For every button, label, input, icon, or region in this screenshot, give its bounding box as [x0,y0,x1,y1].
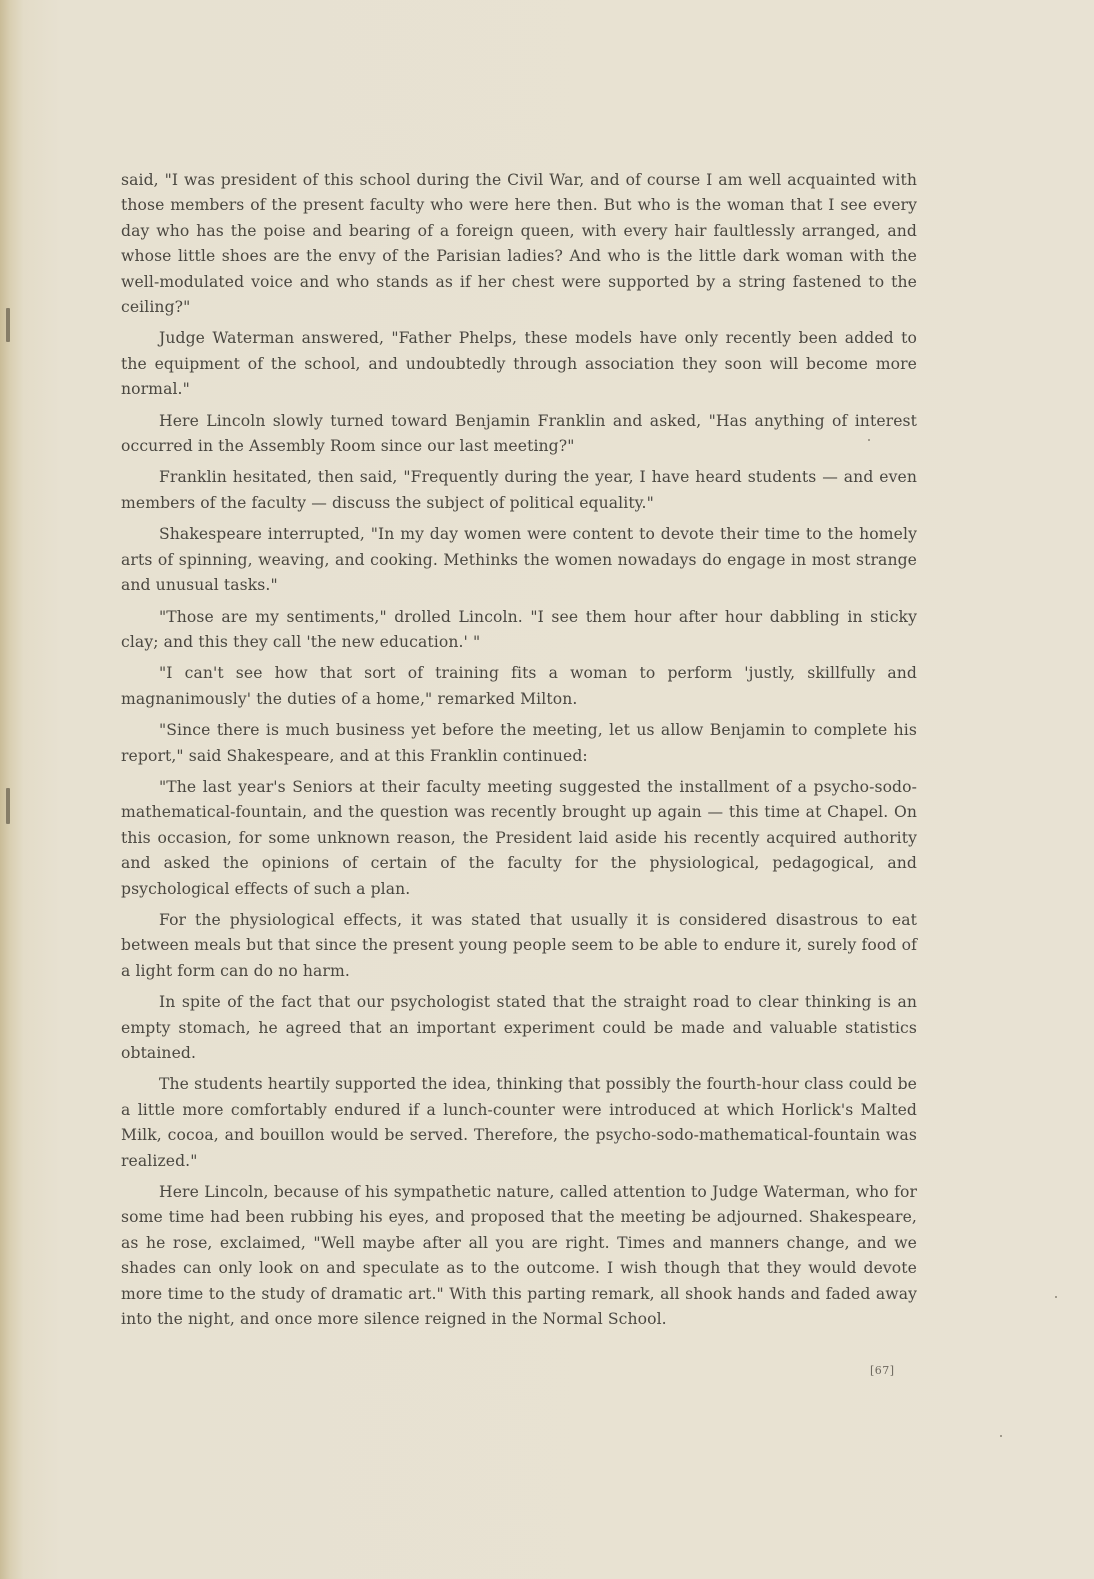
paragraph: Judge Waterman answered, "Father Phelps, these models have only recently been added to the equipment of the school, and undoubtedly through association they soon will become more normal." [121,329,917,399]
paragraph: In spite of the fact that our psychologist stated that the straight road to clear thinking is an empty stomach, he agreed that an important experiment could be made and valuable statistics obtained. [121,993,917,1062]
paragraph: For the physiological effects, it was stated that usually it is considered disastrous to eat between meals but that since the present young people seem to be able to endure it, surely food of a light form can do no harm. [121,910,917,980]
paragraph: Here Lincoln, because of his sympathetic nature, called attention to Judge Waterman, who for some time had been rubbing his eyes, and proposed that the meeting be adjourned. Shakespeare, as he rose, exclaimed, "Well maybe after all you are right. Times and manners change, and we shades can only look on and speculate as to the outcome. I wish though that they would devote more time to the study of dramatic art." With this parting remark, all shook hands and faded away into the night, and once more silence reigned in the Normal School. [121,1183,917,1329]
scan-speck [1000,1435,1002,1437]
paragraph: said, "I was president of this school during the Civil War, and of course I am well acquainted with those members of the present faculty who were here then. But who is the woman that I see every day who has the poise and bearing of a foreign queen, with every hair faultlessly arranged, and whose little shoes are the envy of the Parisian ladies? And who is the little dark woman with the well-modulated voice and who stands as if her chest were supported by a string fastened to the ceiling?" [121,171,917,317]
paragraph: Franklin hesitated, then said, "Frequently during the year, I have heard students — and even members of the faculty — discuss the subject of political equality." [121,468,917,512]
scan-speck [1055,1296,1057,1298]
paragraph: "I can't see how that sort of training fits a woman to perform 'justly, skillfully and magnanimously' the duties of a home," remarked Milton. [121,664,917,708]
paragraph: "Those are my sentiments," drolled Lincoln. "I see them hour after hour dabbling in sticky clay; and this they call 'the new education.' " [121,607,917,651]
paragraph: Here Lincoln slowly turned toward Benjamin Franklin and asked, "Has anything of interest occurred in the Assembly Room since our last meeting?" [121,411,917,456]
paragraph: Shakespeare interrupted, "In my day women were content to devote their time to the homely arts of spinning, weaving, and cooking. Methinks the women nowadays do engage in most strange and unusual tasks." [121,525,917,595]
paragraph: "Since there is much business yet before the meeting, let us allow Benjamin to complete his report," said Shakespeare, and at this Franklin continued: [121,721,917,765]
paragraph: "The last year's Seniors at their faculty meeting suggested the installment of a psycho-sodo-mathematical-fountain, and the question was recently brought up again — this time at Chapel. On this occasion, for some unknown reason, the President laid aside his recently acquired authority and asked the opinions of certain of the faculty for the physiological, pedagogical, and psychological effects of such a plan. [121,777,917,898]
paragraph: The students heartily supported the idea, thinking that possibly the fourth-hour class could be a little more comfortably endured if a lunch-counter were introduced at which Horlick's Malted Milk, cocoa, and bouillon would be served. Therefore, the psycho-sodo-mathematical-fountain was realized." [121,1075,917,1170]
page-number: [67] [870,1364,895,1377]
binding-mark [6,308,10,342]
body-text [121,168,917,1338]
binding-mark [6,788,10,824]
